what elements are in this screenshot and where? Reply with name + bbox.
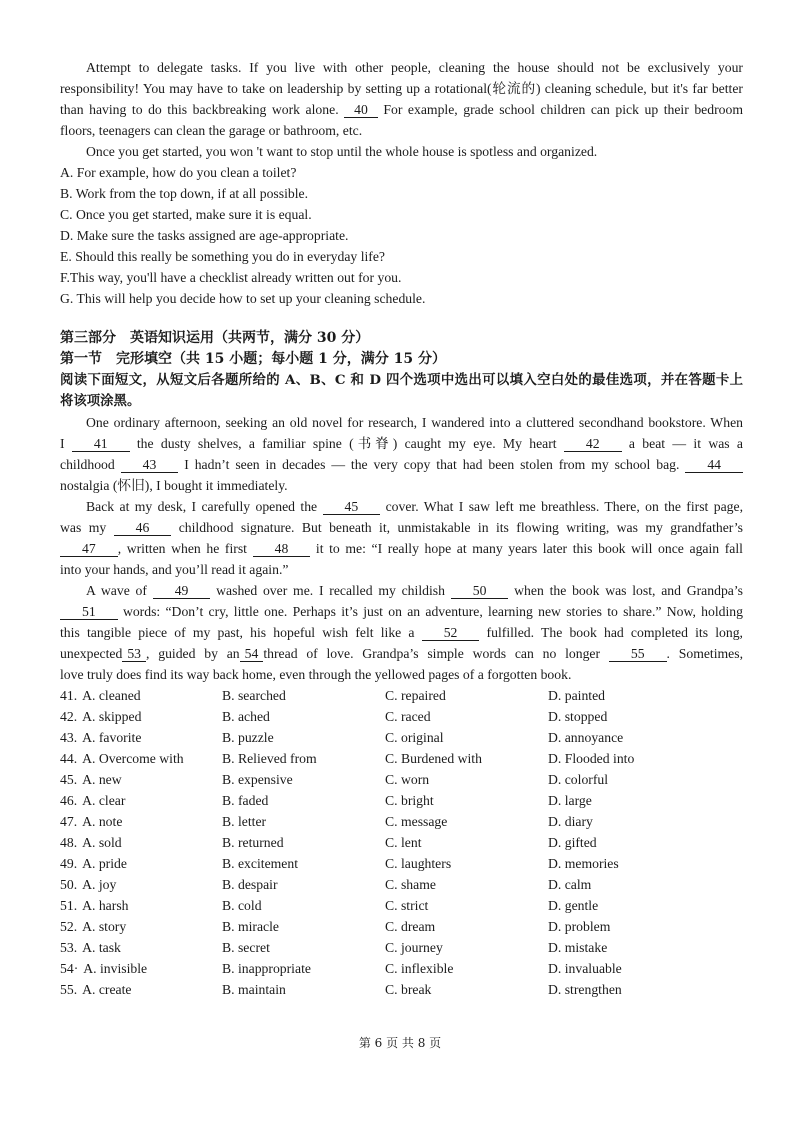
text-line xyxy=(60,664,743,685)
question-number: 48. xyxy=(60,835,78,850)
choice-c: C. raced xyxy=(385,709,431,724)
choice-d: D. problem xyxy=(548,919,611,934)
question-number: 55. xyxy=(60,982,78,997)
choice-a: A. sold xyxy=(82,835,122,850)
choice-d: D. annoyance xyxy=(548,730,624,745)
choice-a: A. harsh xyxy=(82,898,129,913)
choice-d: D. large xyxy=(548,793,592,808)
text-segment: nostalgia (怀旧), I bought it immediately. xyxy=(60,478,288,493)
text-segment: than having to do this backbreaking work alone. xyxy=(60,102,345,117)
text-segment: Attempt to delegate tasks. If you live with other people, cleaning the house should not be exclusively your xyxy=(86,60,743,75)
choice-b: B. miracle xyxy=(222,919,280,934)
blank-52: 52 xyxy=(422,625,480,641)
text-line xyxy=(60,601,743,622)
question-number-and-choice-a xyxy=(60,874,222,895)
question-number-and-choice-a xyxy=(60,979,222,1000)
choice-c: C. worn xyxy=(385,772,430,787)
part-label: 第三部分 xyxy=(60,330,116,346)
part-title: 英语知识运用（共两节，满分 30 分） xyxy=(130,330,370,346)
question-number: 49. xyxy=(60,856,78,871)
blank-49: 49 xyxy=(153,583,211,599)
section-title: 完形填空（共 15 小题；每小题 1 分，满分 15 分） xyxy=(116,351,446,367)
blank-54: 54 xyxy=(240,646,264,662)
question-number: 51. xyxy=(60,898,78,913)
text-segment: washed over me. I recalled my childish xyxy=(210,583,451,598)
choice-a: A. Overcome with xyxy=(82,751,184,766)
choice-c: C. lent xyxy=(385,835,422,850)
choice-b: B. cold xyxy=(222,898,262,913)
text-segment: I hadn’t seen in decades — the very copy that had been stolen from my school bag. xyxy=(178,457,686,472)
choice-d: D. strengthen xyxy=(548,982,622,997)
text-segment: . Sometimes, xyxy=(666,646,743,661)
question-number: 53. xyxy=(60,940,78,955)
choice-b: B. maintain xyxy=(222,982,286,997)
paragraph xyxy=(60,141,743,162)
question-54 xyxy=(60,958,743,979)
choice-b: B. returned xyxy=(222,835,284,850)
text-segment: unexpected xyxy=(60,646,123,661)
text-segment: Back at my desk, I carefully opened the xyxy=(86,499,323,514)
reading-passage-tail xyxy=(60,57,743,162)
choice-b: B. inappropriate xyxy=(222,961,311,976)
question-number-and-choice-a xyxy=(60,958,222,979)
answer-option: A. For example, how do you clean a toilet? xyxy=(60,165,297,180)
text-segment: when the book was lost, and Grandpa’s xyxy=(508,583,743,598)
answer-option: F.This way, you'll have a checklist already written out for you. xyxy=(60,270,402,285)
text-segment: childhood xyxy=(60,457,121,472)
choice-c: C. dream xyxy=(385,919,436,934)
paragraph xyxy=(60,496,743,580)
question-number: 45. xyxy=(60,772,78,787)
choice-d: D. colorful xyxy=(548,772,609,787)
text-segment: , guided by an xyxy=(146,646,240,661)
text-segment: it to me: “I really hope at many years later this book will once again fall xyxy=(310,541,743,556)
text-segment: A wave of xyxy=(86,583,153,598)
answer-option: E. Should this really be something you do in everyday life? xyxy=(60,249,386,264)
text-line xyxy=(60,412,743,433)
question-number-and-choice-a xyxy=(60,727,222,748)
text-segment: thread of love. Grandpa’s simple words can no longer xyxy=(263,646,609,661)
choice-b: B. ached xyxy=(222,709,270,724)
text-line xyxy=(60,141,743,162)
choice-c: C. break xyxy=(385,982,432,997)
text-line xyxy=(60,622,743,643)
page-footer: 第 6 页 共 8 页 xyxy=(358,1036,442,1050)
choice-b: B. despair xyxy=(222,877,278,892)
question-number-and-choice-a xyxy=(60,895,222,916)
choice-b: B. searched xyxy=(222,688,286,703)
question-48 xyxy=(60,832,743,853)
choice-c: C. original xyxy=(385,730,444,745)
question-number: 41. xyxy=(60,688,78,703)
question-49 xyxy=(60,853,743,874)
text-segment: fulfilled. The book had completed its long, xyxy=(479,625,743,640)
choice-a: A. story xyxy=(82,919,127,934)
question-number: 47. xyxy=(60,814,78,829)
reading-options-list xyxy=(60,162,743,309)
blank-45: 45 xyxy=(323,499,381,515)
text-line xyxy=(60,454,743,475)
blank-40: 40 xyxy=(344,102,378,118)
question-51 xyxy=(60,895,743,916)
text-line xyxy=(60,496,743,517)
choice-d: D. memories xyxy=(548,856,619,871)
question-number-and-choice-a xyxy=(60,790,222,811)
question-number: 46. xyxy=(60,793,78,808)
blank-48: 48 xyxy=(253,541,311,557)
paragraph xyxy=(60,57,743,141)
choice-b: B. secret xyxy=(222,940,270,955)
choice-d: D. invaluable xyxy=(548,961,622,976)
text-segment: love truly does find its way back home, even through the yellowed pages of a forgotten book. xyxy=(60,667,572,682)
question-42 xyxy=(60,706,743,727)
question-43 xyxy=(60,727,743,748)
choice-d: D. Flooded into xyxy=(548,751,635,766)
text-segment: , written when he first xyxy=(117,541,253,556)
question-55 xyxy=(60,979,743,1000)
choice-a: A. clear xyxy=(82,793,126,808)
question-number-and-choice-a xyxy=(60,769,222,790)
choice-a: A. task xyxy=(82,940,121,955)
text-line xyxy=(60,78,743,99)
text-segment: One ordinary afternoon, seeking an old novel for research, I wandered into a cluttered secondhand bookstore. When xyxy=(86,415,743,430)
question-number: 50. xyxy=(60,877,78,892)
question-number-and-choice-a xyxy=(60,811,222,832)
instructions-line: 将该项涂黑。 xyxy=(60,393,141,409)
choice-a: A. pride xyxy=(82,856,127,871)
choice-c: C. inflexible xyxy=(385,961,454,976)
text-segment: floors, teenagers can clean the garage or bathroom, etc. xyxy=(60,123,363,138)
choice-d: D. calm xyxy=(548,877,592,892)
choice-b: B. faded xyxy=(222,793,269,808)
instructions-line: 阅读下面短文，从短文后各题所给的 A、B、C 和 D 四个选项中选出可以填入空白处的最佳选项，并在答题卡上 xyxy=(60,372,743,388)
text-line xyxy=(60,517,743,538)
question-44 xyxy=(60,748,743,769)
choice-c: C. strict xyxy=(385,898,429,913)
choice-a: A. cleaned xyxy=(82,688,141,703)
question-number-and-choice-a xyxy=(60,916,222,937)
text-line xyxy=(60,559,743,580)
question-47 xyxy=(60,811,743,832)
text-segment: Once you get started, you won 't want to stop until the whole house is spotless and organized. xyxy=(86,144,598,159)
text-line xyxy=(60,538,743,559)
choice-d: D. painted xyxy=(548,688,606,703)
text-segment: words: “Don’t cry, little one. Perhaps it’s just on an adventure, learning new stories to share.” Now, holding xyxy=(117,604,743,619)
blank-53: 53 xyxy=(122,646,146,662)
question-46 xyxy=(60,790,743,811)
choice-b: B. expensive xyxy=(222,772,293,787)
paragraph xyxy=(60,580,743,685)
text-line xyxy=(60,475,743,496)
text-segment: a beat — it was a xyxy=(621,436,744,451)
choice-a: A. favorite xyxy=(82,730,142,745)
choice-c: C. laughters xyxy=(385,856,452,871)
blank-44: 44 xyxy=(685,457,743,473)
text-segment: was my xyxy=(60,520,114,535)
question-number-and-choice-a xyxy=(60,937,222,958)
choice-b: B. puzzle xyxy=(222,730,274,745)
text-segment: this tangible piece of my past, his hopeful wish felt like a xyxy=(60,625,422,640)
choice-c: C. repaired xyxy=(385,688,446,703)
answer-option: G. This will help you decide how to set up your cleaning schedule. xyxy=(60,291,426,306)
blank-41: 41 xyxy=(72,436,130,452)
question-number-and-choice-a xyxy=(60,832,222,853)
text-line xyxy=(60,57,743,78)
choice-d: D. stopped xyxy=(548,709,608,724)
blank-42: 42 xyxy=(564,436,622,452)
text-segment: responsibility! You may have to take on leadership by setting up a rotational(轮流的) cleaning schedule, but it's far better xyxy=(60,81,743,96)
text-segment: childhood signature. But beneath it, unmistakable in its flowing writing, was my grandfather’s xyxy=(171,520,743,535)
question-number-and-choice-a xyxy=(60,685,222,706)
question-53 xyxy=(60,937,743,958)
question-number: 42. xyxy=(60,709,78,724)
choice-a: A. note xyxy=(82,814,123,829)
text-segment: I xyxy=(60,436,72,451)
choice-b: B. excitement xyxy=(222,856,299,871)
exam-page-content xyxy=(60,57,743,1000)
question-number-and-choice-a xyxy=(60,748,222,769)
answer-option: B. Work from the top down, if at all possible. xyxy=(60,186,309,201)
text-line xyxy=(60,580,743,601)
blank-46: 46 xyxy=(114,520,172,536)
question-number-and-choice-a xyxy=(60,706,222,727)
blank-47: 47 xyxy=(60,541,118,557)
choice-a: A. joy xyxy=(82,877,117,892)
question-number-and-choice-a xyxy=(60,853,222,874)
text-segment: For example, grade school children can pick up their bedroom xyxy=(377,102,743,117)
choice-a: A. create xyxy=(82,982,132,997)
text-line xyxy=(60,643,743,664)
choice-a: A. skipped xyxy=(82,709,142,724)
choice-a: A. invisible xyxy=(83,961,148,976)
question-45 xyxy=(60,769,743,790)
question-41 xyxy=(60,685,743,706)
part-heading xyxy=(60,328,743,349)
choice-d: D. mistake xyxy=(548,940,608,955)
choice-a: A. new xyxy=(82,772,122,787)
choice-b: B. letter xyxy=(222,814,267,829)
choice-c: C. bright xyxy=(385,793,434,808)
choice-d: D. gentle xyxy=(548,898,599,913)
question-number: 52. xyxy=(60,919,78,934)
section-label: 第一节 xyxy=(60,351,102,367)
paragraph xyxy=(60,412,743,496)
cloze-questions xyxy=(60,685,743,1000)
choice-c: C. message xyxy=(385,814,448,829)
question-number: 54· xyxy=(60,961,79,976)
choice-d: D. gifted xyxy=(548,835,597,850)
blank-50: 50 xyxy=(451,583,509,599)
text-segment: cover. What I saw left me breathless. There, on the first page, xyxy=(380,499,743,514)
question-50 xyxy=(60,874,743,895)
choice-c: C. journey xyxy=(385,940,443,955)
question-52 xyxy=(60,916,743,937)
answer-option: C. Once you get started, make sure it is equal. xyxy=(60,207,312,222)
choice-c: C. Burdened with xyxy=(385,751,482,766)
question-number: 44. xyxy=(60,751,78,766)
text-segment: the dusty shelves, a familiar spine (书脊) caught my eye. My heart xyxy=(129,436,564,451)
choice-b: B. Relieved from xyxy=(222,751,317,766)
answer-option: D. Make sure the tasks assigned are age-appropriate. xyxy=(60,228,349,243)
blank-51: 51 xyxy=(60,604,118,620)
section-heading xyxy=(60,349,743,370)
text-line xyxy=(60,99,743,120)
text-segment: into your hands, and you’ll read it again.” xyxy=(60,562,289,577)
question-number: 43. xyxy=(60,730,78,745)
blank-55: 55 xyxy=(609,646,667,662)
choice-d: D. diary xyxy=(548,814,593,829)
cloze-passage xyxy=(60,412,743,685)
choice-c: C. shame xyxy=(385,877,436,892)
text-line xyxy=(60,433,743,454)
blank-43: 43 xyxy=(121,457,179,473)
text-line xyxy=(60,120,743,141)
